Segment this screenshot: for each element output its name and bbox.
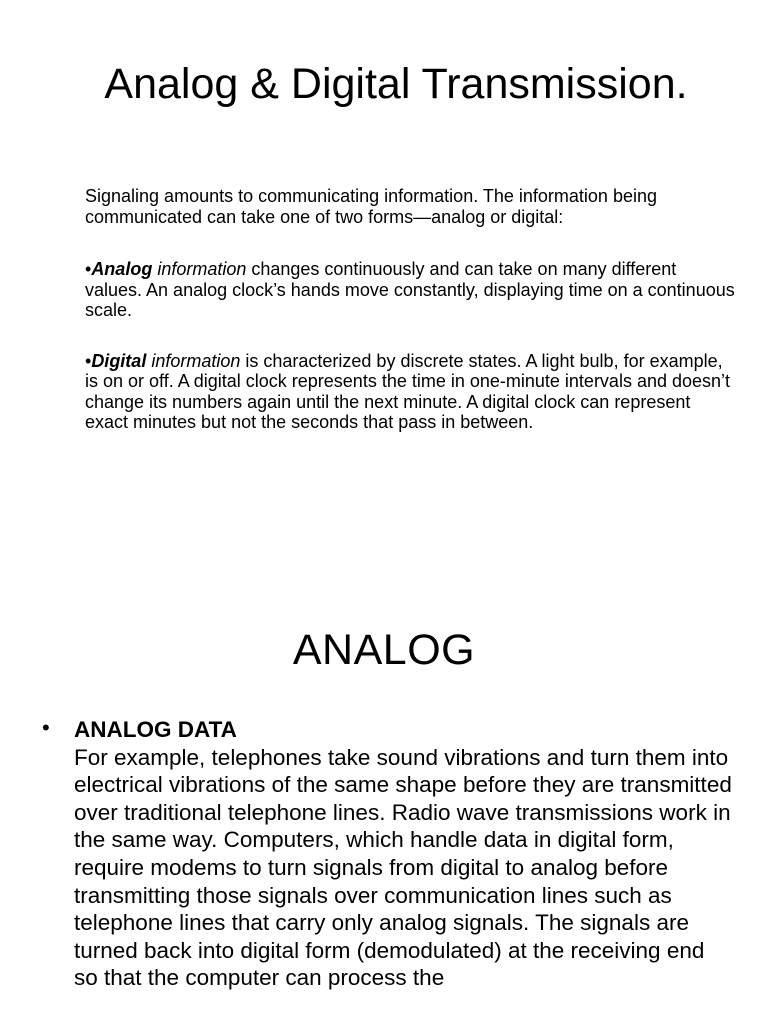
slide-title: ANALOG	[292, 626, 476, 674]
analog-data-bullet	[74, 716, 734, 992]
slide-body	[85, 186, 735, 463]
bullet-marker: •	[85, 259, 92, 279]
analog-data-heading: ANALOG DATA	[74, 717, 237, 742]
digital-term-suffix: information	[146, 350, 241, 371]
analog-description: changes continuously and can take on many different values. An analog clock’s hands move constantly, displaying time on a continuous scale.	[85, 259, 735, 320]
intro-paragraph: Signaling amounts to communicating information. The information being communicated can take one of two forms—analog or digital:	[85, 186, 657, 227]
slide-title: Analog & Digital Transmission.	[104, 60, 688, 108]
slide-analog	[0, 600, 768, 1024]
digital-information-paragraph	[85, 351, 735, 433]
bullet-marker: •	[42, 715, 50, 740]
digital-term: Digital	[91, 350, 147, 371]
analog-term: Analog	[91, 259, 153, 279]
analog-data-text: For example, telephones take sound vibrations and turn them into electrical vibrations of the same shape before they are transmitted over traditional telephone lines. Radio wave transmissions work in the same way. Computers, which handle data in digital form, require modems to turn signals from digital to analog before transmitting those signals over communication lines such as telephone lines that carry only analog signals. The signals are turned back into digital form (demodulated) at the receiving end so that the computer can process the	[74, 744, 732, 991]
analog-information-paragraph	[85, 259, 735, 321]
bullet-marker: •	[85, 350, 92, 371]
analog-term-suffix: information	[152, 259, 247, 279]
digital-description: is characterized by discrete states. A light bulb, for example, is on or off. A digital clock represents the time in one-minute intervals and doesn’t change its numbers again until the next minute. A digital clock can represent exact minutes but not the seconds that pass in between.	[85, 350, 731, 432]
